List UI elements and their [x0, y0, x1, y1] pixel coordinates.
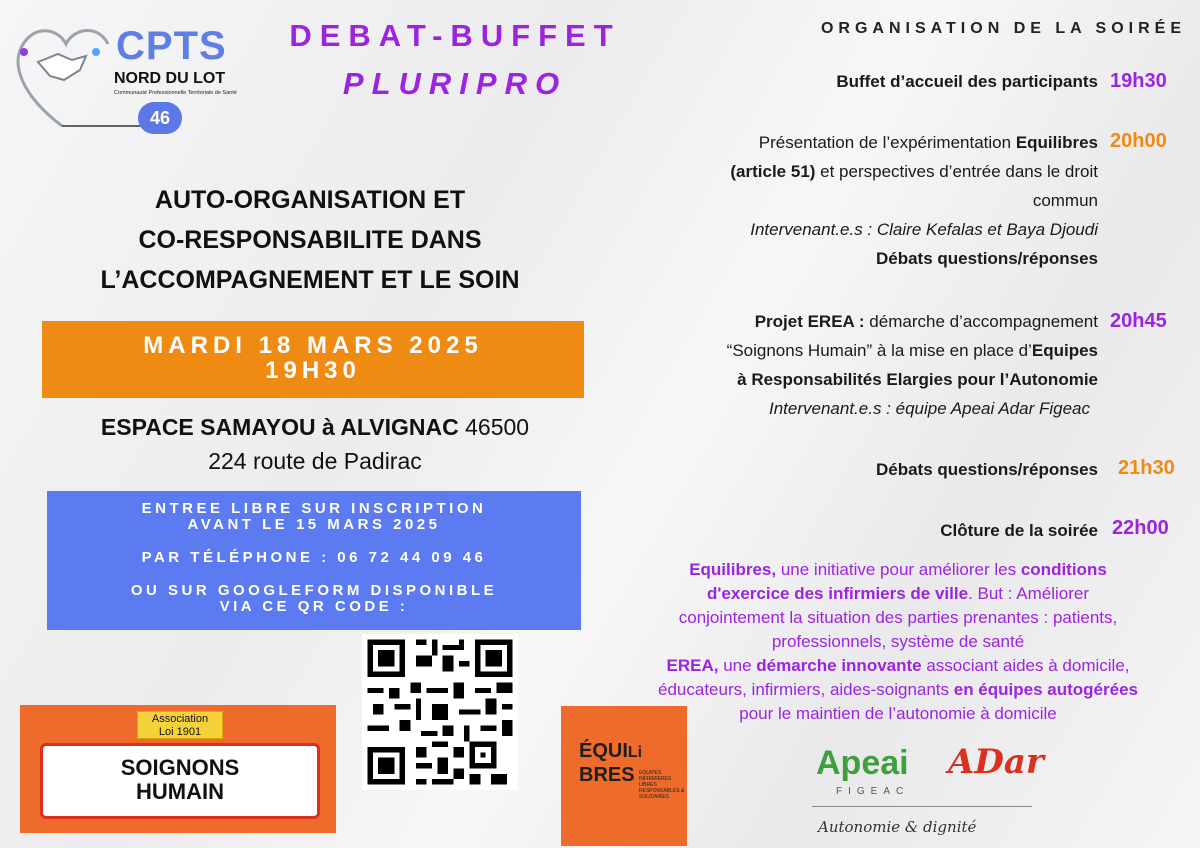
buffet-time: 19h30: [1110, 70, 1167, 92]
li-text: Li: [627, 744, 643, 761]
info-equilibres: Equilibres,: [689, 560, 777, 579]
venue-address: 224 route de Padirac: [208, 448, 422, 474]
closing-time: 22h00: [1112, 517, 1169, 539]
registration-form: OU SUR GOOGLEFORM DISPONIBLE: [130, 582, 498, 599]
presentation-intro: Présentation de l’expérimentation: [758, 133, 1016, 152]
apeai-city: FIGEAC: [836, 786, 910, 797]
erea-title: Projet EREA :: [754, 312, 865, 331]
info-educateurs: éducateurs, infirmiers, aides-soignants: [658, 680, 954, 699]
info-maintien: pour le maintien de l’autonomie à domicile: [739, 704, 1057, 723]
registration-line: ENTREE LIBRE SUR INSCRIPTION: [141, 500, 487, 517]
closing-text: Clôture de la soirée: [940, 521, 1098, 540]
info-associant: associant aides à domicile,: [921, 656, 1130, 675]
event-subtitle: PLURIPRO: [342, 66, 568, 101]
event-subject: [20, 180, 600, 300]
registration-deadline: AVANT LE 15 MARS 2025: [187, 516, 441, 533]
event-title: DEBAT-BUFFET: [289, 18, 621, 53]
debates-time: 21h30: [1118, 457, 1175, 479]
cpts-logo: [10, 14, 237, 139]
erea-text: démarche d’accompagnement: [864, 312, 1098, 331]
logo-divider: [812, 806, 1032, 807]
association-law: Loi 1901: [158, 726, 202, 738]
apeai-tagline: Autonomie & dignité: [818, 818, 977, 836]
equilibres-logo: [561, 706, 687, 846]
association-label: Association: [151, 713, 209, 725]
info-professionnels: professionnels, système de santé: [771, 632, 1025, 651]
registration-box: [47, 491, 581, 630]
subject-line: AUTO-ORGANISATION ET: [154, 186, 466, 214]
info-une: une: [718, 656, 757, 675]
event-time: 19H30: [265, 357, 361, 384]
registration-qr-label: VIA CE QR CODE :: [219, 598, 409, 615]
qr-code-icon: [362, 634, 518, 790]
event-date-banner: [42, 321, 584, 398]
association-tag: [137, 711, 223, 739]
info-erea: EREA,: [666, 656, 719, 675]
erea-speakers: Intervenant.e.s : équipe Apeai Adar Figeac: [769, 399, 1090, 418]
presentation-equilibres: Equilibres: [1015, 133, 1098, 152]
programme-erea: [600, 307, 1098, 423]
programme-debates: [690, 455, 1098, 484]
programme-closing: [690, 516, 1098, 545]
info-parties: conjointement la situation des parties prenantes : patients,: [678, 608, 1118, 627]
info-text: une initiative pour améliorer les: [776, 560, 1021, 579]
adar-name: ADar: [948, 742, 1044, 782]
erea-text-2: “Soignons Humain” à la mise en place d’: [726, 341, 1032, 360]
presentation-speakers: Intervenant.e.s : Claire Kefalas et Baya Djoudi: [750, 220, 1098, 239]
venue: [20, 410, 610, 478]
info-but: . But : Améliorer: [968, 584, 1089, 603]
project-info: [610, 558, 1186, 726]
cpts-subtitle: Communauté Professionnelle Territoriale de Santé: [114, 90, 237, 96]
erea-time: 20h45: [1110, 310, 1167, 332]
presentation-article: (article 51): [730, 162, 816, 181]
department-badge: 46: [138, 102, 182, 134]
info-exercice: d'exercice des infirmiers de ville: [706, 584, 969, 603]
erea-equipes: Equipes: [1031, 341, 1098, 360]
buffet-text: Buffet d’accueil des participants: [836, 72, 1098, 91]
qr-code[interactable]: [362, 634, 518, 790]
programme-buffet: [690, 67, 1098, 96]
apeai-name: Apeai: [816, 744, 909, 782]
registration-phone: PAR TÉLÉPHONE : 06 72 44 09 46: [141, 549, 487, 566]
subject-line: CO-RESPONSABILITE DANS: [138, 226, 482, 254]
debates-text: Débats questions/réponses: [875, 460, 1098, 479]
equilibres-tagline: EQUIPES INFIRMIERES LIBRES RESPONSABLES & SOLIDAIRES: [639, 770, 685, 800]
info-equipes-autogerees: en équipes autogérées: [953, 680, 1138, 699]
bres-text: BRES: [579, 764, 635, 786]
equilibres-wordmark: [579, 740, 642, 786]
apeai-adar-logo: [808, 738, 1044, 846]
programme-heading: ORGANISATION DE LA SOIRÉE: [820, 20, 1186, 37]
cpts-region: NORD DU LOT: [114, 70, 226, 87]
venue-name: ESPACE SAMAYOU à ALVIGNAC: [100, 414, 459, 440]
presentation-debate: Débats questions/réponses: [875, 249, 1098, 268]
soignons-line: SOIGNONS: [120, 755, 240, 780]
event-date: MARDI 18 MARS 2025: [143, 332, 483, 359]
info-conditions: conditions: [1020, 560, 1107, 579]
soignons-humain-logo: [20, 705, 336, 833]
subject-line: L’ACCOMPAGNEMENT ET LE SOIN: [100, 266, 520, 294]
presentation-rest: et perspectives d’entrée dans le droit: [815, 162, 1098, 181]
humain-line: HUMAIN: [136, 779, 224, 804]
soignons-plate: [40, 743, 320, 819]
presentation-time: 20h00: [1110, 130, 1167, 152]
soignons-name: [43, 756, 317, 804]
programme-presentation: [620, 128, 1098, 273]
info-demarche: démarche innovante: [756, 656, 922, 675]
equi-text: ÉQUI: [579, 740, 628, 762]
erea-responsabilites: à Responsabilités Elargies pour l’Autonomie: [737, 370, 1098, 389]
presentation-rest-end: commun: [1032, 191, 1098, 210]
cpts-title: CPTS: [116, 24, 227, 68]
venue-postcode: 46500: [465, 414, 530, 440]
